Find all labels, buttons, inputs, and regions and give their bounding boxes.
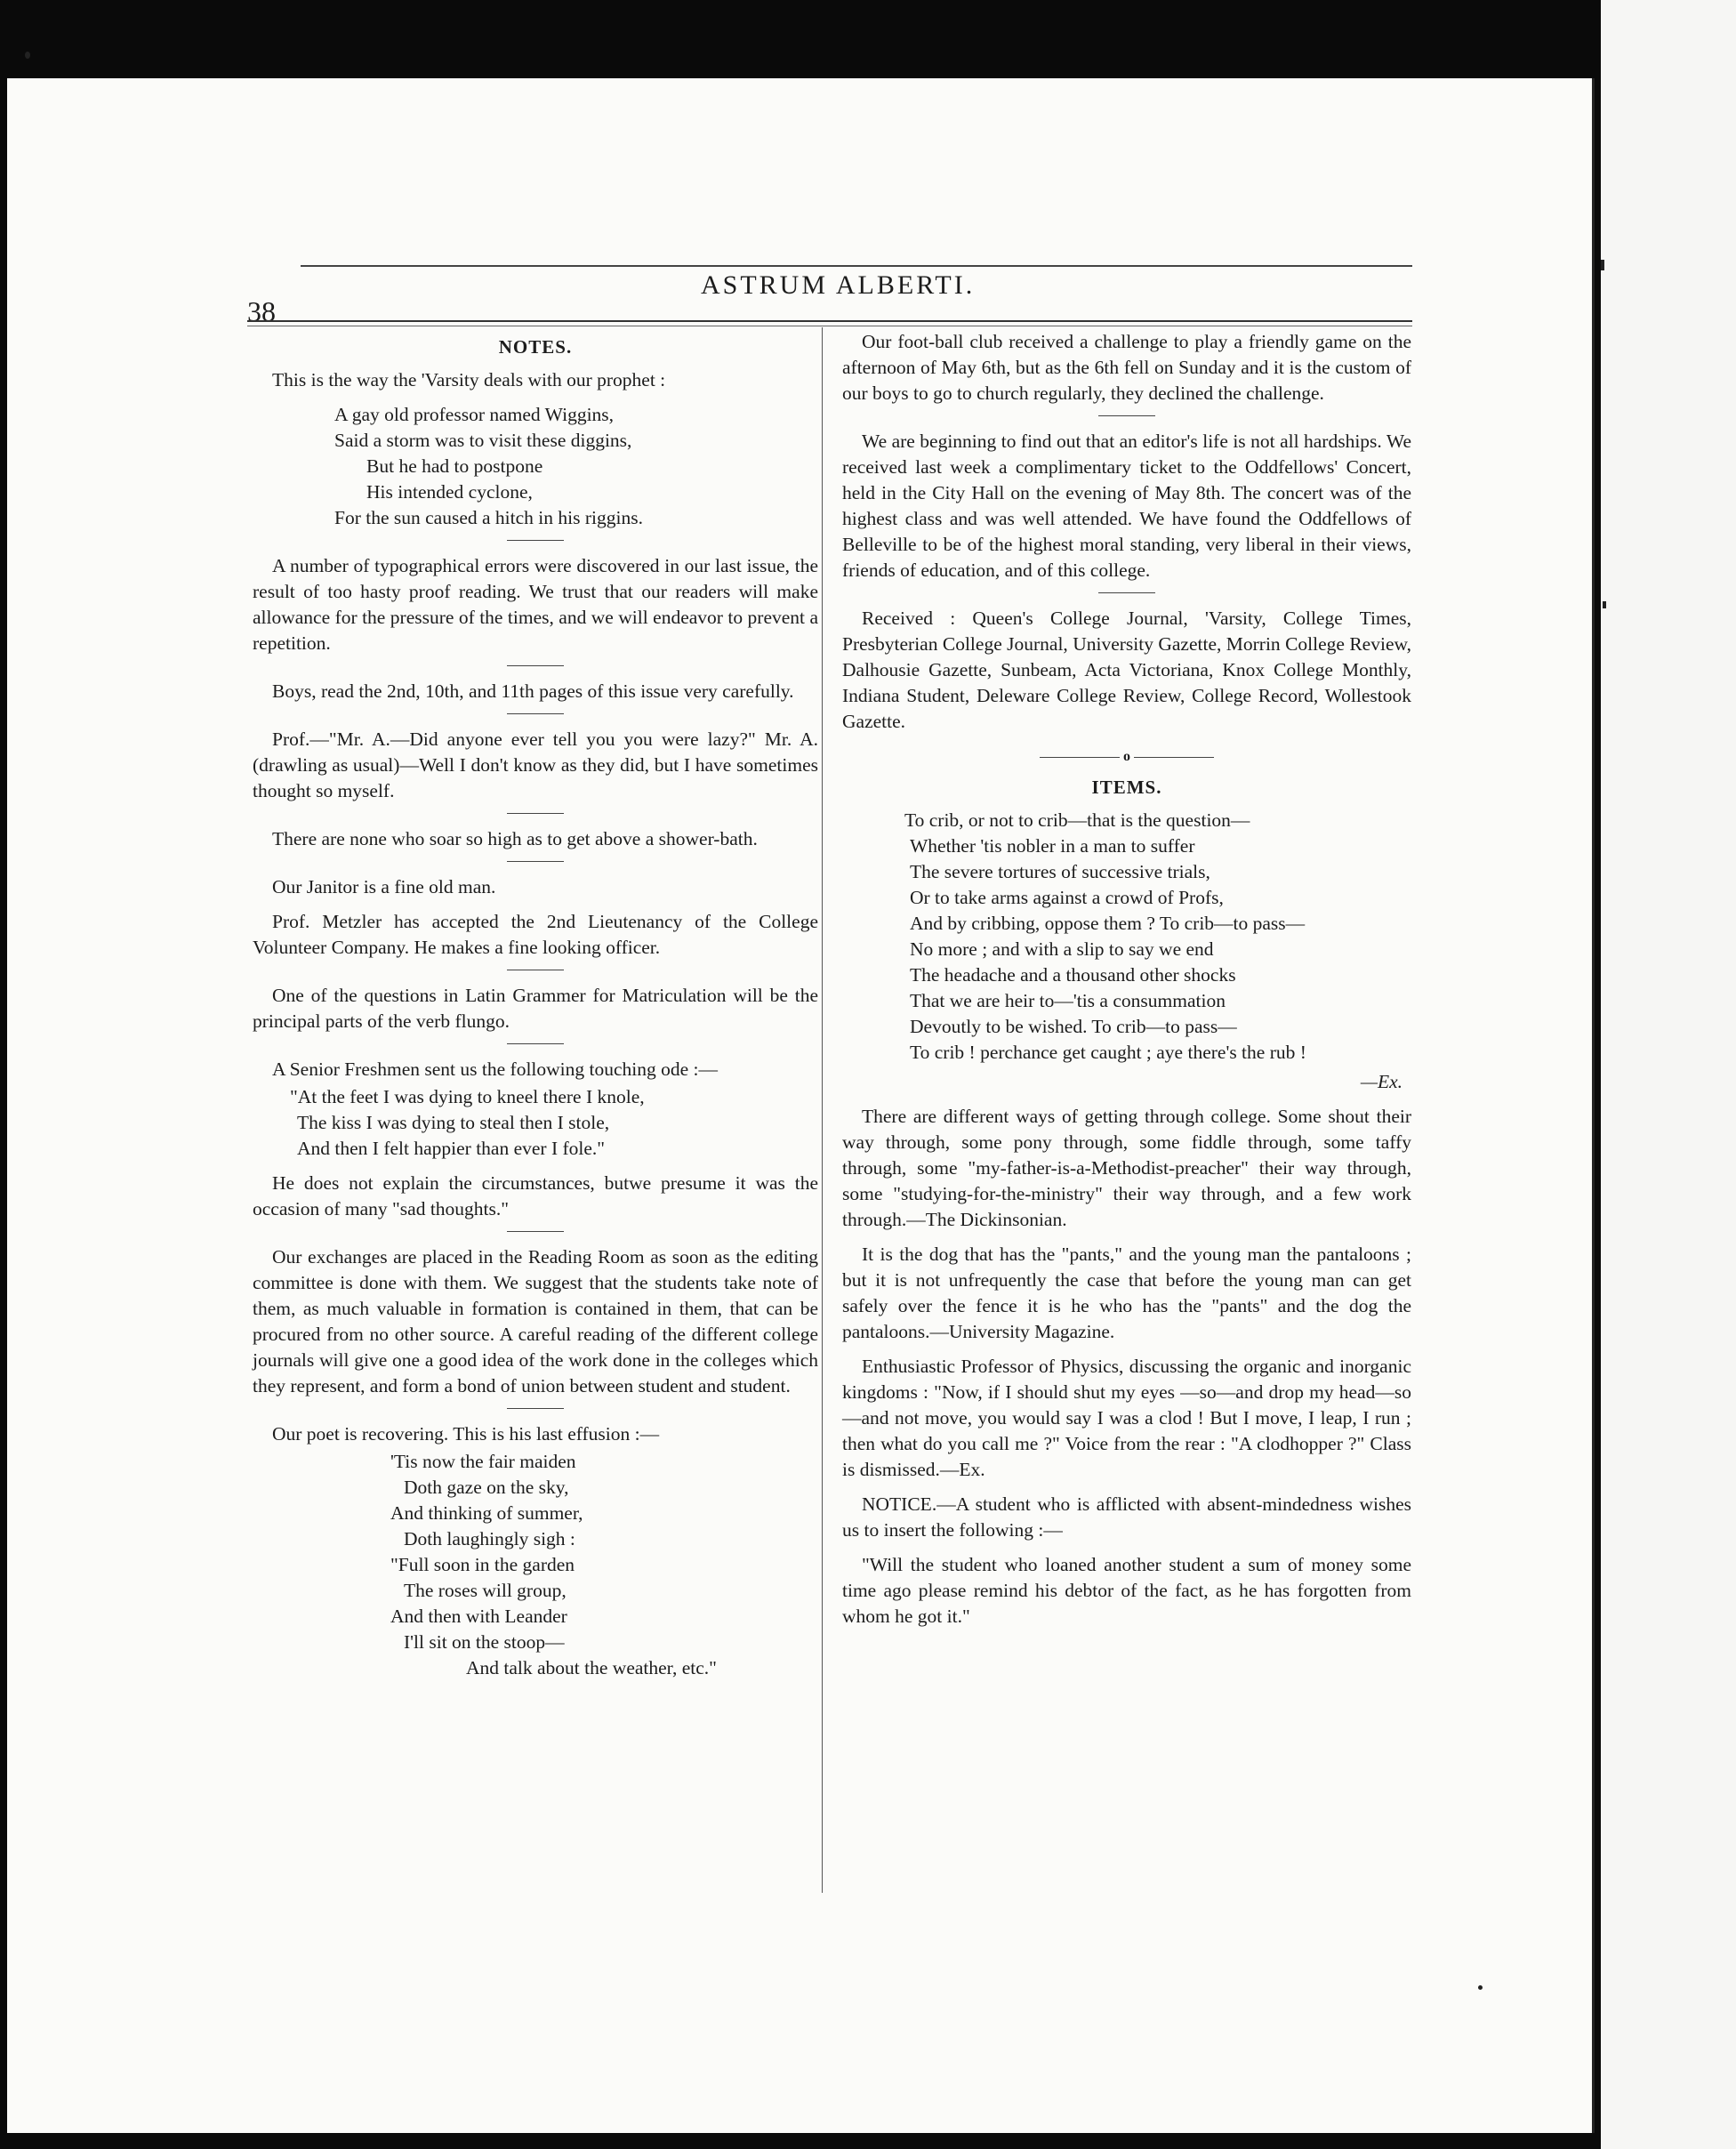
verse-line: Doth laughingly sigh : <box>404 1528 575 1549</box>
verse-line: The headache and a thousand other shocks <box>910 964 1236 986</box>
separator-rule <box>507 861 564 862</box>
verse-line: And by cribbing, oppose them ? To crib—to pass— <box>910 913 1306 934</box>
verse-line: To crib ! perchance get caught ; aye there's the rub ! <box>910 1042 1306 1063</box>
ornament-o: o <box>1123 749 1130 764</box>
verse-line: To crib, or not to crib—that is the question— <box>904 809 1250 831</box>
ornament-rule <box>1134 757 1214 758</box>
verse-line: Said a storm was to visit these diggins, <box>334 430 632 451</box>
verse-line: Whether 'tis nobler in a man to suffer <box>910 835 1195 857</box>
attribution-ex: —Ex. <box>1360 1071 1402 1092</box>
paragraph-football: Our foot-ball club received a challenge to play a friendly game on the afternoon of May 6th, but as the 6th fell on Sunday and it is the custom of our boys to go to church regularly, they declined the challenge. <box>842 331 1411 404</box>
header-rule-top <box>301 265 1412 267</box>
separator-rule <box>1098 415 1155 416</box>
left-column <box>253 329 818 1690</box>
verse-line: That we are heir to—'tis a consummation <box>910 990 1226 1011</box>
paragraph-latin: One of the questions in Latin Grammer for Matriculation will be the principal parts of the verb flungo. <box>253 985 818 1032</box>
scan-speck <box>25 52 30 59</box>
verse-line: And talk about the weather, etc." <box>466 1657 717 1678</box>
verse-line: The severe tortures of successive trials, <box>910 861 1210 882</box>
verse-line: No more ; and with a slip to say we end <box>910 938 1214 960</box>
separator-rule <box>507 540 564 541</box>
verse-line: But he had to postpone <box>366 455 543 477</box>
paragraph-freshmen-intro: A Senior Freshmen sent us the following touching ode :— <box>272 1058 719 1080</box>
verse-line: And then I felt happier than ever I fole." <box>297 1138 606 1159</box>
verse-line: His intended cyclone, <box>366 481 533 503</box>
separator-rule <box>507 1231 564 1232</box>
poem-freshmen <box>253 1084 818 1162</box>
paragraph-janitor: Our Janitor is a fine old man. <box>272 876 496 897</box>
page-number: 38 <box>247 295 276 327</box>
separator-rule <box>507 1043 564 1044</box>
verse-line: Doth gaze on the sky, <box>404 1477 569 1498</box>
poem-crib <box>842 808 1411 1066</box>
paragraph-notice-quote: "Will the student who loaned another student a sum of money some time ago please remind his debtor of the fact, as he has forgotten from whom he got it." <box>842 1554 1411 1627</box>
verse-line: For the sun caused a hitch in his riggins. <box>334 507 643 528</box>
separator-rule <box>507 713 564 714</box>
paragraph-varsity: This is the way the 'Varsity deals with our prophet : <box>272 369 666 390</box>
paragraph-poet: Our poet is recovering. This is his last effusion :— <box>272 1423 660 1445</box>
verse-line: Devoutly to be wished. To crib—to pass— <box>910 1016 1237 1037</box>
paragraph-notice: NOTICE.—A student who is afflicted with absent-mindedness wishes us to insert the following :— <box>842 1493 1411 1541</box>
paragraph-prof: Prof.—"Mr. A.—Did anyone ever tell you you were lazy?" Mr. A. (drawling as usual)—Well I don't know as they did, but I have sometimes thought so myself. <box>253 728 818 801</box>
verse-line: I'll sit on the stoop— <box>404 1631 565 1653</box>
right-column <box>842 329 1411 1638</box>
verse-line: "Full soon in the garden <box>390 1554 575 1575</box>
verse-line: 'Tis now the fair maiden <box>390 1451 576 1472</box>
verse-line: The roses will group, <box>404 1580 567 1601</box>
header-rule <box>247 320 1412 322</box>
verse-line: And then with Leander <box>390 1606 567 1627</box>
edge-mark <box>1601 260 1604 270</box>
paragraph-editor: We are beginning to find out that an editor's life is not all hardships. We received last week a complimentary ticket to the Oddfellows' Concert, held in the City Hall on the evening of May 8th. The concert was of the highest class and was well attended. We have found the Oddfellows of Belleville to be of the highest moral standing, very liberal in their views, friends of education, and of this college. <box>842 431 1411 581</box>
scan-speck <box>1478 1985 1483 1990</box>
separator-rule <box>507 1408 564 1409</box>
notes-heading: NOTES. <box>498 336 573 358</box>
paragraph-boys: Boys, read the 2nd, 10th, and 11th pages of this issue very carefully. <box>272 680 794 702</box>
paragraph-exchanges: Our exchanges are placed in the Reading Room as soon as the editing committee is done with them. We suggest that the students take note of them, as much valuable in formation is contained in them, that can be procured from no other source. A careful reading of the different college journals will give one a good idea of the work done in the colleges which they represent, and form a bond of union between student and student. <box>253 1246 818 1396</box>
separator-rule <box>507 813 564 814</box>
poem-wiggins <box>253 402 818 531</box>
paragraph-dog: It is the dog that has the "pants," and the young man the pantaloons ; but it is not unfrequently the case that before the young man can get safely over the fence it is he who has the "pants" and the dog the pantaloons.—University Magazine. <box>842 1244 1411 1342</box>
verse-line: "At the feet I was dying to kneel there I knole, <box>290 1086 645 1107</box>
ornament-rule <box>1040 757 1120 758</box>
separator-rule <box>1098 592 1155 593</box>
paragraph-errors: A number of typographical errors were discovered in our last issue, the result of too hasty proof reading. We trust that our readers will make allowance for the pressure of the times, and we will endeavor to prevent a repetition. <box>253 555 818 654</box>
paragraph-received: Received : Queen's College Journal, 'Varsity, College Times, Presbyterian College Journal, University Gazette, Morrin College Review, Dalhousie Gazette, Sunbeam, Acta Victoriana, Knox College Monthly, Indiana Student, Deleware College Review, College Record, Wollestook Gazette. <box>842 608 1411 732</box>
verse-line: A gay old professor named Wiggins, <box>334 404 615 425</box>
verse-line: The kiss I was dying to steal then I stole, <box>297 1112 610 1133</box>
separator-rule <box>507 665 564 666</box>
column-divider <box>822 327 823 1893</box>
verse-line: Or to take arms against a crowd of Profs, <box>910 887 1224 908</box>
running-header <box>247 265 1412 327</box>
separator-ornament <box>842 744 1411 769</box>
paragraph-freshmen-after: He does not explain the circumstances, butwe presume it was the occasion of many "sad thoughts." <box>253 1172 818 1219</box>
paragraph-ways: There are different ways of getting through college. Some shout their way through, some pony through, some fiddle through, some taffy through, some "my-father-is-a-Methodist-preacher" their way through, some "studying-for-the-ministry" their way through, and a few work through.—The Dickinsonian. <box>842 1106 1411 1230</box>
paragraph-physics: Enthusiastic Professor of Physics, discussing the organic and inorganic kingdoms : "Now, if I should shut my eyes —so—and drop my head—so—and not move, you would say I was a clod ! But I move, I leap, I run ; then what do you call me ?" Voice from the rear : "A clodhopper ?" Class is dismissed.—Ex. <box>842 1356 1411 1480</box>
paragraph-shower: There are none who soar so high as to get above a shower-bath. <box>272 828 758 849</box>
masthead-title: ASTRUM ALBERTI. <box>701 270 976 300</box>
verse-line: And thinking of summer, <box>390 1502 583 1524</box>
items-heading: ITEMS. <box>1091 777 1162 798</box>
next-page-edge <box>1601 0 1736 2149</box>
poem-poet <box>253 1449 818 1681</box>
edge-mark <box>1603 601 1606 608</box>
paragraph-metzler: Prof. Metzler has accepted the 2nd Lieutenancy of the College Volunteer Company. He makes a fine looking officer. <box>253 911 818 958</box>
